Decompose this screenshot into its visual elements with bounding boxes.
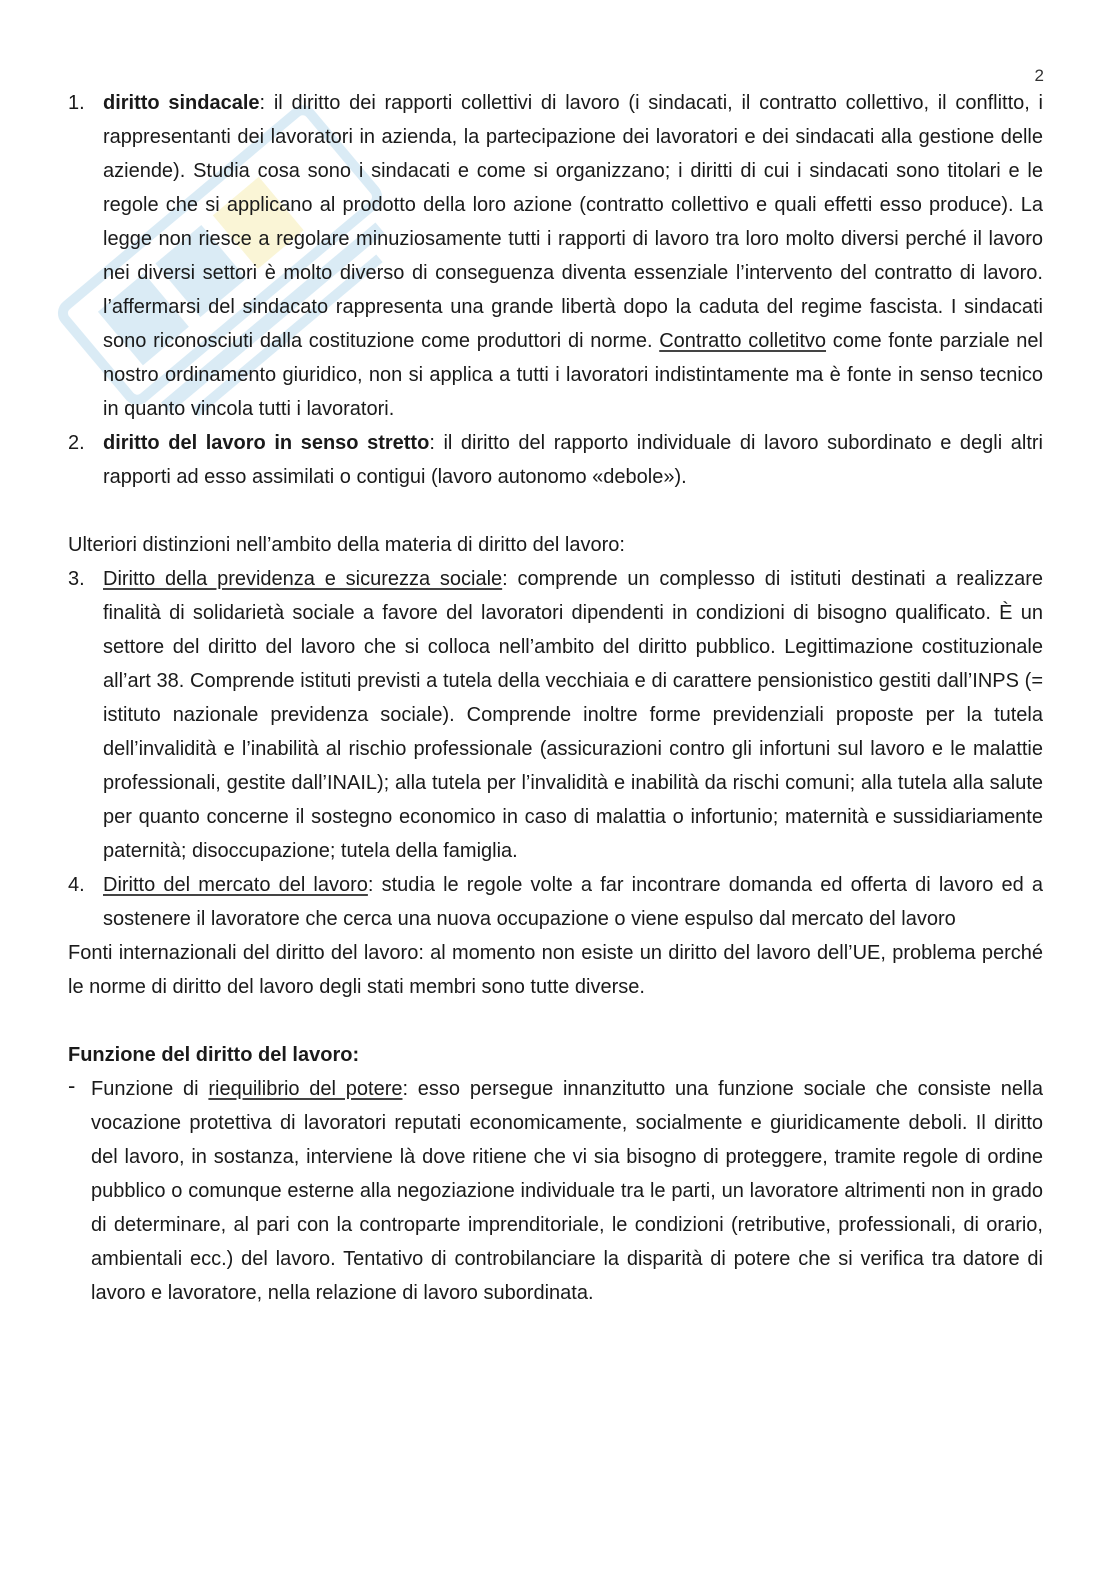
list-number: 2. <box>68 432 85 454</box>
underlined-term: Diritto della previdenza e sicurezza sociale <box>103 568 503 590</box>
list-item-2 <box>68 426 1043 494</box>
list-number: 4. <box>68 874 85 896</box>
item-text: : comprende un complesso di istituti destinati a realizzare finalità di solidarietà sociale a favore del lavoratori dipendenti in condizioni di bisogno qualificato. È un settore del diritto del lavoro che si colloca nell’ambito del diritto pubblico. Legittimazione costituzionale all’art 38. Comprende istituti previsti a tutela della vecchiaia e di carattere pensionistico gestiti dall’INPS (= istituto nazionale previdenza sociale). Comprende inoltre forme previdenziali proposte per la tutela dell’invalidità e l’inabilità al rischio professionale (assicurazioni contro gli infortuni sul lavoro e le malattie professionali, gestite dall’INAIL); alla tutela per l’invalidità e inabilità da rischi comuni; alla tutela alla salute per quanto concerne il sostegno economico in caso di malattia o infortunio; maternità e sussidiariamente paternità; disoccupazione; tutela della famiglia. <box>103 568 1043 862</box>
list-number: 1. <box>68 92 85 114</box>
item-lead: Funzione di <box>91 1078 209 1100</box>
section-heading <box>68 1038 1043 1072</box>
underlined-term: Diritto del mercato del lavoro <box>103 874 368 896</box>
list-item-1 <box>68 86 1043 426</box>
document-body <box>68 86 1043 1310</box>
dash-list-item <box>68 1072 1043 1310</box>
intro-paragraph: Ulteriori distinzioni nell’ambito della materia di diritto del lavoro: <box>68 534 625 556</box>
item-text-continued: come fonte parziale nel nostro ordinamento giuridico, non si applica a tutti i lavoratori indistintamente ma è fonte in senso tecnico in quanto vincola tutti i lavoratori. <box>103 330 1043 420</box>
list-item-3 <box>68 562 1043 868</box>
underlined-term: riequilibrio del potere <box>208 1078 403 1100</box>
term-diritto-sindacale: diritto sindacale <box>103 92 260 114</box>
item-text: : esso persegue innanzitutto una funzione sociale che consiste nella vocazione protettiva di lavoratori reputati economicamente, socialmente e giuridicamente deboli. Il diritto del lavoro, in sostanza, interviene là dove ritiene che vi sia bisogno di proteggere, tramite regole di ordine pubblico o comunque esterne alla negoziazione individuale tra le parti, un lavoratore altrimenti non in grado di determinare, al pari con la controparte imprenditoriale, le condizioni (retributive, professionali, di orario, ambientali ecc.) del lavoro. Tentativo di controbilanciare la disparità di potere che si verifica tra datore di lavoro e lavoratore, nella relazione di lavoro subordinata. <box>91 1078 1043 1304</box>
term-diritto-lavoro-stretto: diritto del lavoro in senso stretto <box>103 432 430 454</box>
dash-bullet-icon: - <box>68 1073 76 1098</box>
page-number: 2 <box>1034 66 1044 85</box>
list-item-4 <box>68 868 1043 936</box>
underlined-term: Contratto colletitvo <box>659 330 827 352</box>
fonti-paragraph: Fonti internazionali del diritto del lavoro: al momento non esiste un diritto del lavoro dell’UE, problema perché le norme di diritto del lavoro degli stati membri sono tutte diverse. <box>68 942 1043 998</box>
item-text: : il diritto dei rapporti collettivi di lavoro (i sindacati, il contratto collettivo, il conflitto, i rappresentanti dei lavoratori in azienda, la partecipazione dei lavoratori e dei sindacati alla gestione delle aziende). Studia cosa sono i sindacati e come si organizzano; i diritti di cui i sindacati sono titolari e le regole che si applicano al prodotto della loro azione (contratto collettivo e quali effetti esso produce). La legge non riesce a regolare minuziosamente tutti i rapporti di lavoro tra loro molto diversi perché il lavoro nei diversi settori è molto diverso di conseguenza diventa essenziale l’intervento del contratto di lavoro. l’affermarsi del sindacato rappresenta una grande libertà dopo la caduta del regime fascista. I sindacati sono riconosciuti dalla costituzione come produttori di norme. <box>103 92 1043 352</box>
item-text: : studia le regole volte a far incontrare domanda ed offerta di lavoro ed a sostenere il lavoratore che cerca una nuova occupazione o viene espulso dal mercato del lavoro <box>103 874 1043 930</box>
item-text: : il diritto del rapporto individuale di lavoro subordinato e degli altri rapporti ad esso assimilati o contigui (lavoro autonomo «debole»). <box>103 432 1043 488</box>
section-heading-text: Funzione del diritto del lavoro: <box>68 1044 360 1066</box>
list-number: 3. <box>68 568 85 590</box>
